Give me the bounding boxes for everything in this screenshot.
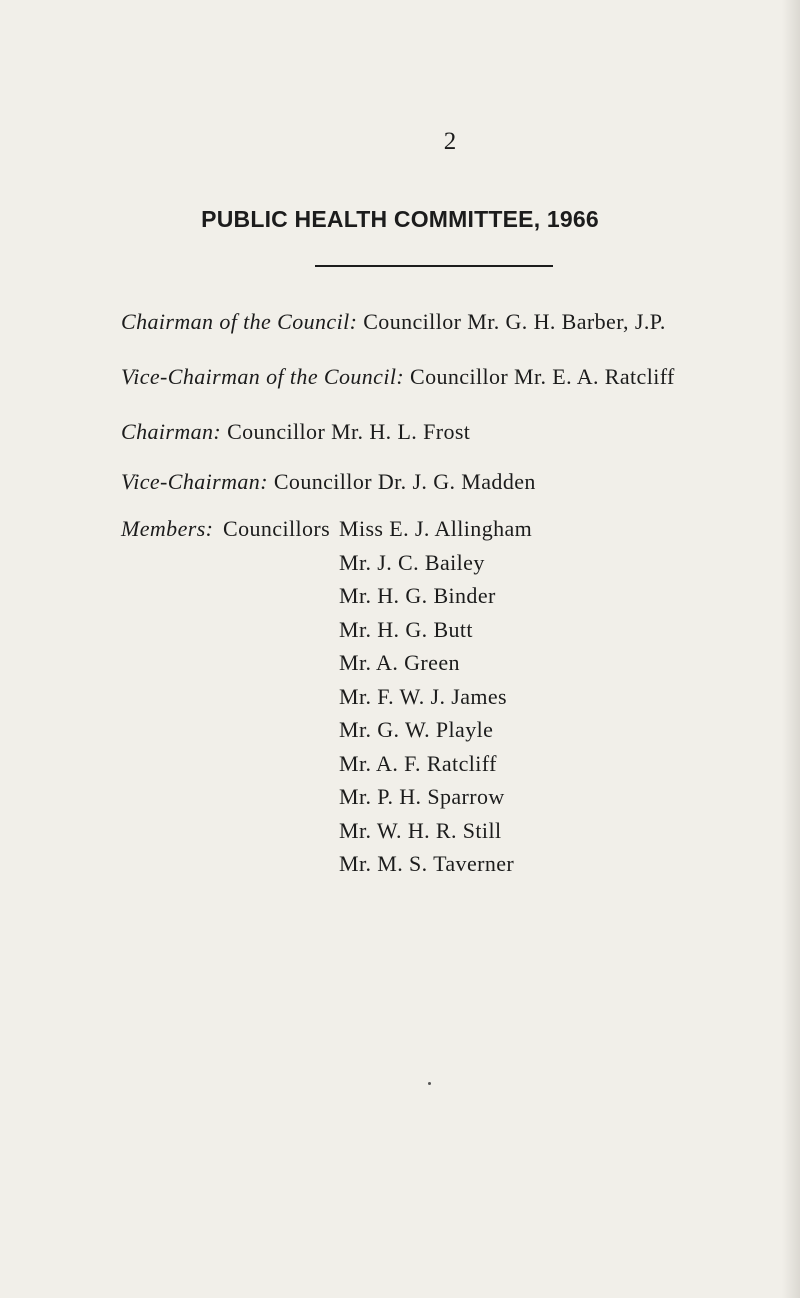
officer-name: Councillor Dr. J. G. Madden	[273, 469, 536, 494]
list-item: Mr. P. H. Sparrow	[339, 784, 505, 809]
chairman-line	[121, 419, 470, 445]
officer-name: Councillor Mr. G. H. Barber, J.P.	[363, 309, 666, 334]
member-list	[339, 516, 532, 885]
list-item: Mr. A. Green	[339, 650, 460, 675]
officer-name: Councillor Mr. H. L. Frost	[227, 419, 471, 444]
chairman-of-council-line	[121, 309, 666, 335]
members-prefix: Councillors	[223, 516, 331, 541]
list-item: Miss E. J. Allingham	[339, 516, 533, 541]
vice-chairman-of-council-line	[121, 364, 675, 390]
page-number: 2	[443, 128, 457, 155]
list-item: Mr. M. S. Taverner	[339, 851, 515, 876]
role-label: Vice-Chairman:	[121, 469, 268, 494]
paper-speck	[428, 1082, 431, 1085]
role-label: Vice-Chairman of the Council:	[121, 364, 405, 389]
title-divider	[315, 265, 553, 267]
list-item: Mr. J. C. Bailey	[339, 549, 485, 575]
list-item: Mr. F. W. J. James	[339, 683, 508, 709]
officer-name: Councillor Mr. E. A. Ratcliff	[410, 364, 675, 389]
vice-chairman-line	[121, 469, 536, 495]
page-title: PUBLIC HEALTH COMMITTEE, 1966	[201, 206, 599, 232]
list-item: Mr. A. F. Ratcliff	[339, 750, 497, 776]
list-item: Mr. W. H. R. Still	[339, 817, 502, 843]
role-label: Chairman:	[121, 419, 222, 444]
members-label: Members:	[121, 516, 214, 541]
list-item: Mr. H. G. Butt	[339, 616, 473, 642]
role-label: Chairman of the Council:	[121, 309, 358, 334]
page-edge-shadow	[782, 0, 800, 1298]
list-item: Mr. G. W. Playle	[339, 717, 494, 742]
list-item: Mr. H. G. Binder	[339, 583, 496, 608]
